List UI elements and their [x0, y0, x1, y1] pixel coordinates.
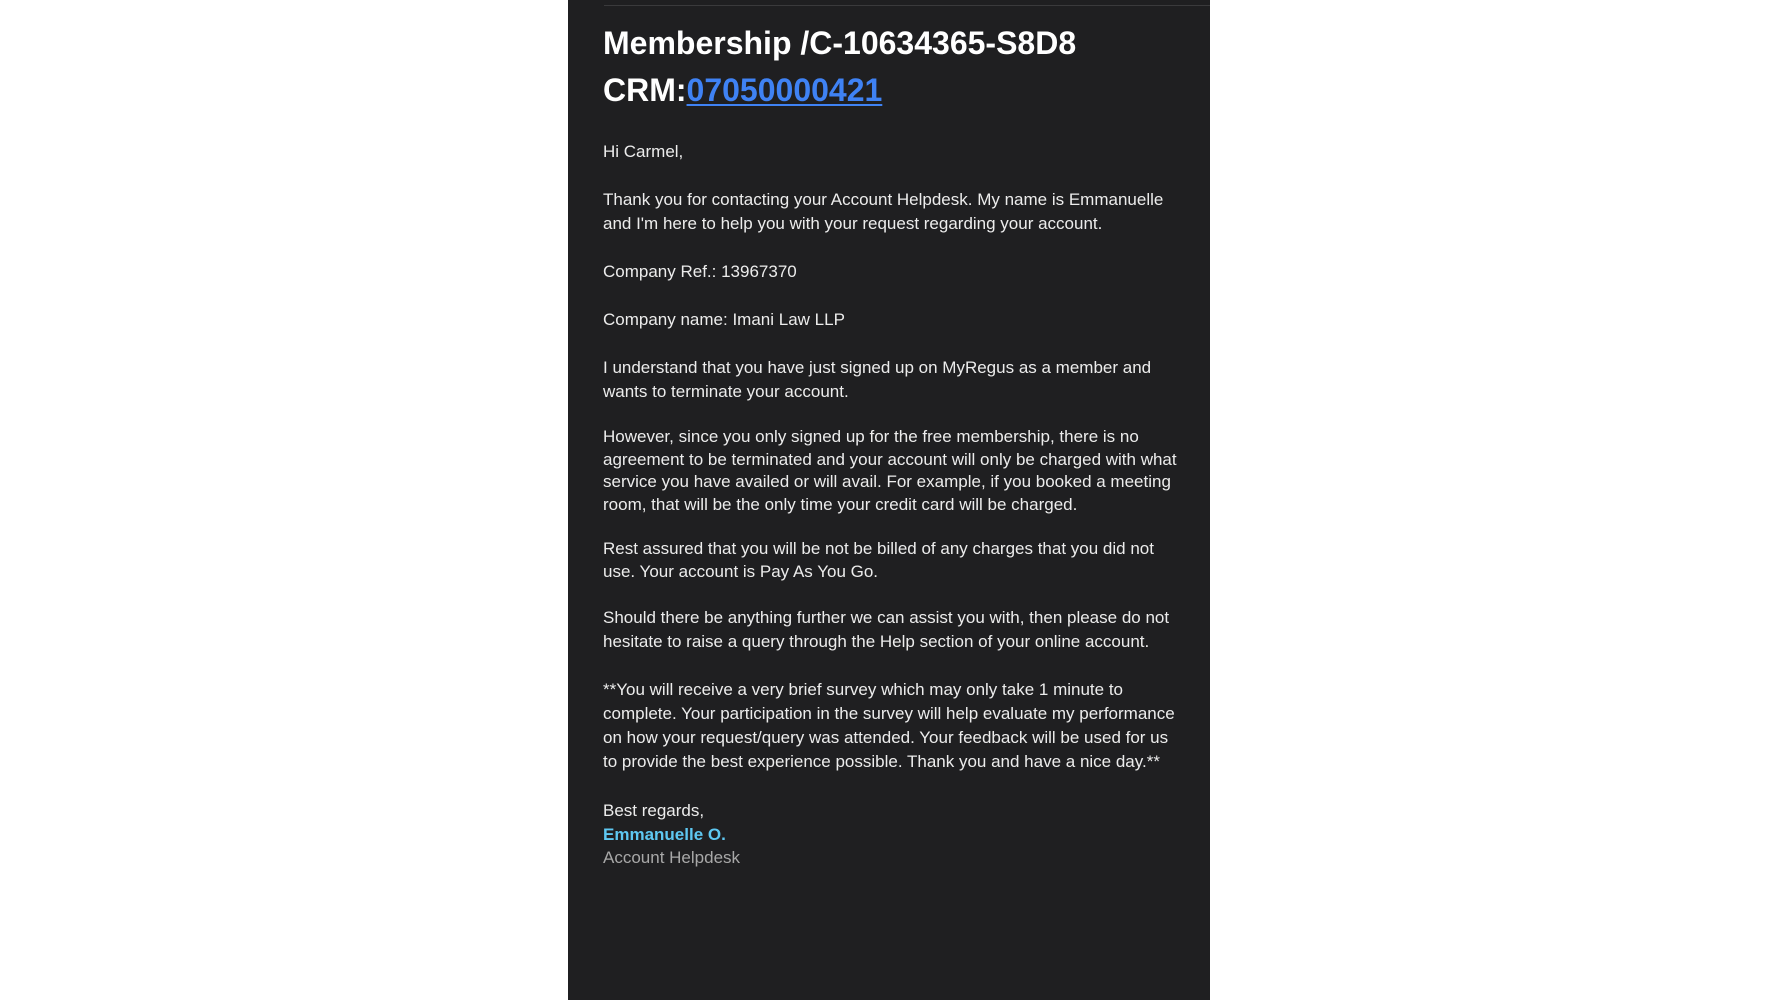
email-body: [603, 20, 1178, 869]
however-paragraph: However, since you only signed up for the free membership, there is no agreement to be terminated and your account will only be charged with what service you have availed or will avail. For example, if you booked a meeting room, that will be the only time your credit card will be charged.: [603, 427, 1177, 514]
email-panel: [568, 0, 1210, 1000]
email-subject: [603, 20, 1178, 114]
divider: [604, 5, 1210, 6]
signature-title: Account Helpdesk: [603, 847, 741, 867]
further-help-paragraph: Should there be anything further we can assist you with, then please do not hesitate to raise a query through the Help section of your online account.: [603, 607, 1170, 651]
greeting: Hi Carmel,: [603, 142, 684, 161]
signature-name: Emmanuelle O.: [603, 824, 726, 844]
survey-paragraph: **You will receive a very brief survey which may only take 1 minute to complete. Your participation in the survey will help evaluate my performance on how your request/query was attended. Your feedback will be used for us to provide the best experience possible. Thank you and have a nice day.**: [603, 679, 1175, 771]
signature-block: [603, 799, 1178, 869]
rest-assured-paragraph: Rest assured that you will be not be billed of any charges that you did not use. Your account is Pay As You Go.: [603, 539, 1154, 581]
intro-paragraph: Thank you for contacting your Account Helpdesk. My name is Emmanuelle and I'm here to help you with your request regarding your account.: [603, 190, 1164, 233]
crm-number-link[interactable]: 07050000421: [686, 72, 883, 108]
closing: Best regards,: [603, 800, 705, 820]
subject-crm-prefix: CRM:: [603, 72, 687, 108]
subject-line-1: Membership /C-10634365-S8D8: [603, 25, 1077, 61]
company-ref: Company Ref.: 13967370: [603, 262, 797, 281]
company-name: Company name: Imani Law LLP: [603, 310, 845, 329]
understand-paragraph: I understand that you have just signed up on MyRegus as a member and wants to terminate your account.: [603, 358, 1152, 401]
